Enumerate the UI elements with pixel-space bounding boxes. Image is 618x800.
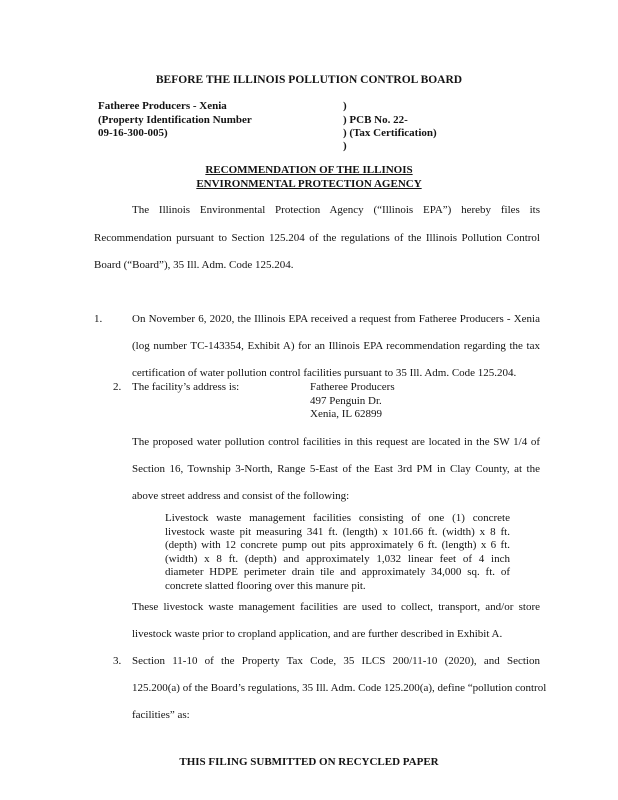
item-3-line-1: Section 11-10 of the Property Tax Code, 35 ILCS 200/11-10 (2020), and Section xyxy=(132,655,540,667)
item-1-line-3: certification of water pollution control facilities pursuant to 35 Ill. Adm. Code 125.204. xyxy=(132,367,517,379)
caption-pin-number: 09-16-300-005) xyxy=(98,127,168,139)
location-line-1: The proposed water pollution control facilities in this request are located in the SW 1/4 of xyxy=(132,436,540,448)
item-3-line-2: 125.200(a) of the Board’s regulations, 35 Ill. Adm. Code 125.200(a), define “pollution control xyxy=(132,682,547,694)
caption-tax-certification: ) (Tax Certification) xyxy=(343,127,437,139)
intro-line-1: The Illinois Environmental Protection Agency (“Illinois EPA”) hereby files its xyxy=(132,204,540,216)
item-1-number: 1. xyxy=(94,313,103,325)
recommendation-heading-line-2: ENVIRONMENTAL PROTECTION AGENCY xyxy=(196,178,422,190)
item-3-number: 3. xyxy=(113,655,122,667)
quote-line-6: concrete slatted flooring over this manure pit. xyxy=(165,580,366,592)
item-1-line-1: On November 6, 2020, the Illinois EPA received a request from Fatheree Producers - Xenia xyxy=(132,313,540,325)
caption-pcb-number: ) PCB No. 22- xyxy=(343,114,408,126)
address-line-3: Xenia, IL 62899 xyxy=(310,408,382,420)
intro-line-2: Recommendation pursuant to Section 125.204 of the regulations of the Illinois Pollution Control xyxy=(94,232,540,244)
location-line-2: Section 16, Township 3-North, Range 5-East of the East 3rd PM in Clay County, at the xyxy=(132,463,540,475)
address-line-2: 497 Penguin Dr. xyxy=(310,395,382,407)
item-1-line-2: (log number TC-143354, Exhibit A) for an Illinois EPA recommendation regarding the tax xyxy=(132,340,540,352)
usage-line-2: livestock waste prior to cropland application, and are further described in Exhibit A. xyxy=(132,628,503,640)
quote-line-5: diameter HDPE perimeter drain tile and approximately 34,000 sq. ft. of xyxy=(165,566,510,578)
recommendation-heading-line-1: RECOMMENDATION OF THE ILLINOIS xyxy=(205,164,413,176)
quote-line-3: (depth) with 12 concrete pump out pits approximately 6 ft. (length) x 6 ft. xyxy=(165,539,510,551)
recycled-paper-footer: THIS FILING SUBMITTED ON RECYCLED PAPER xyxy=(179,756,439,768)
usage-line-1: These livestock waste management facilities are used to collect, transport, and/or store xyxy=(132,601,540,613)
item-3-line-3: facilities” as: xyxy=(132,709,190,721)
location-line-3: above street address and consist of the following: xyxy=(132,490,350,502)
item-2-number: 2. xyxy=(113,381,122,393)
quote-line-1: Livestock waste management facilities consisting of one (1) concrete xyxy=(165,512,510,524)
caption-bracket-1: ) xyxy=(343,100,347,112)
caption-pin-label: (Property Identification Number xyxy=(98,114,252,126)
board-title: BEFORE THE ILLINOIS POLLUTION CONTROL BOARD xyxy=(155,74,463,86)
quote-line-2: livestock waste pit measuring 341 ft. (length) x 101.66 ft. (width) x 8 ft. xyxy=(165,526,510,538)
quote-line-4: (width) x 8 ft. (depth) and approximately 1,032 linear feet of 4 inch xyxy=(165,553,510,565)
facility-address-label: The facility’s address is: xyxy=(132,381,240,393)
caption-petitioner: Fatheree Producers - Xenia xyxy=(98,100,227,112)
address-line-1: Fatheree Producers xyxy=(310,381,395,393)
intro-line-3: Board (“Board”), 35 Ill. Adm. Code 125.204. xyxy=(94,259,294,271)
caption-bracket-4: ) xyxy=(343,140,347,152)
